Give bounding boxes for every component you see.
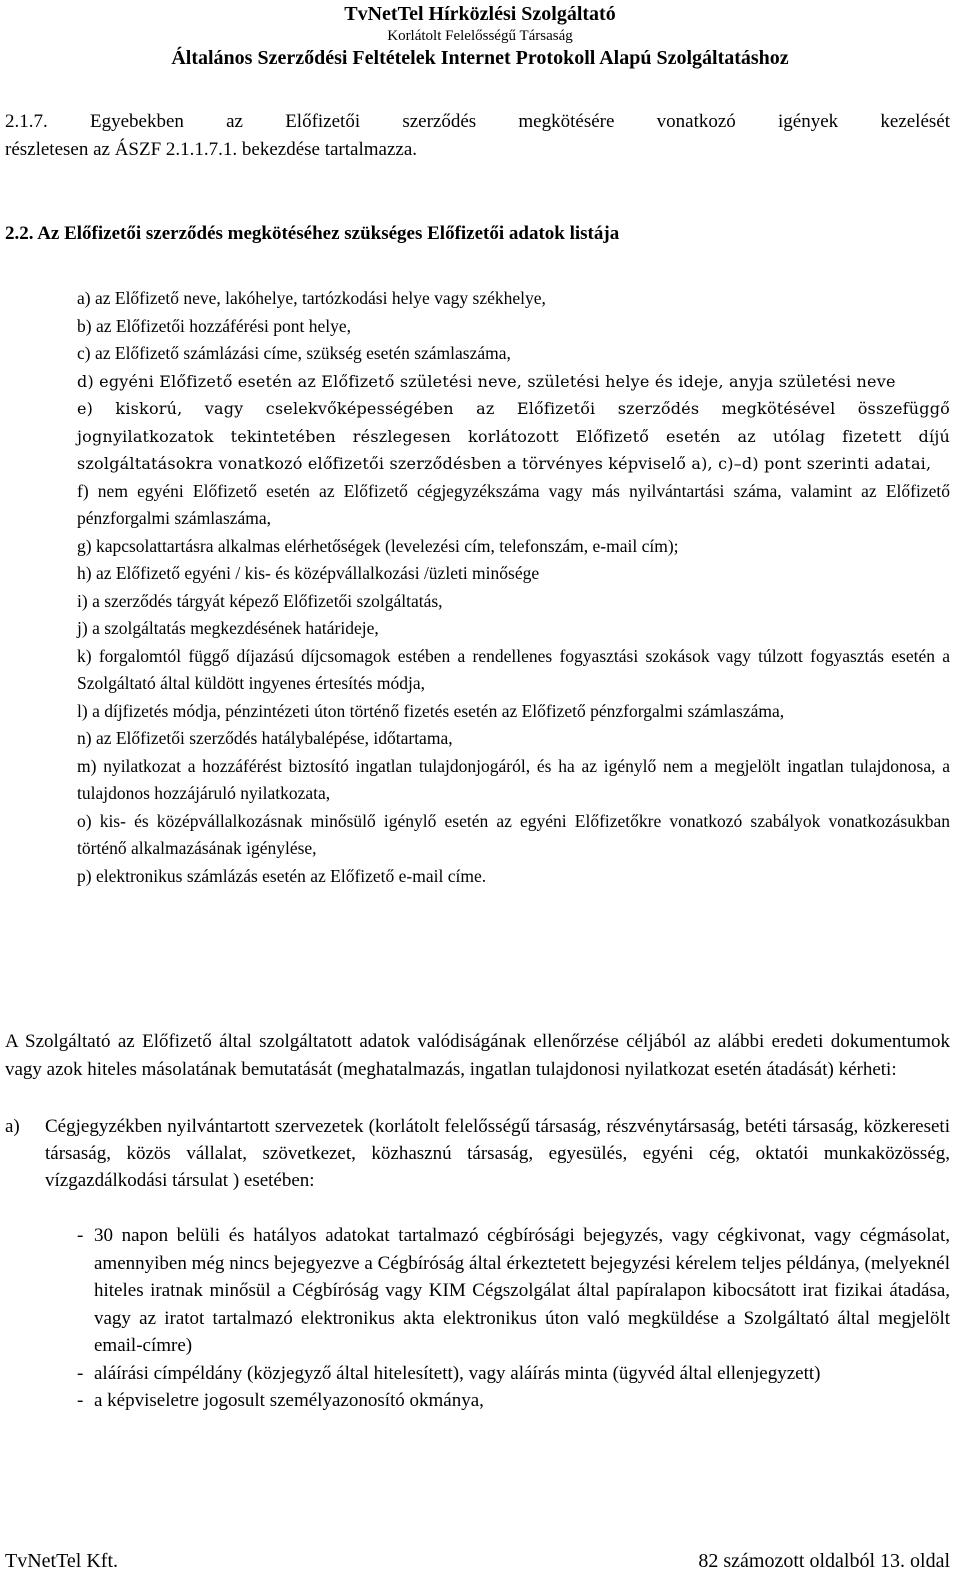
dash-marker: -: [77, 1225, 84, 1246]
list-item: [77, 1360, 950, 1388]
list-item: m) nyilatkozat a hozzáférést biztosító ingatlan tulajdonjogáról, és ha az igénylő nem a megjelölt ingatlan tulajdonosa, a tulajdonos hozzájáruló nyilatkozata,: [77, 755, 950, 803]
list-item-text: a képviseletre jogosult személyazonosító okmánya,: [94, 1390, 484, 1411]
list-item: n) az Előfizetői szerződés hatálybalépése, időtartama,: [77, 728, 453, 748]
list-item: f) nem egyéni Előfizető esetén az Előfizető cégjegyzékszáma vagy más nyilvántartási száma, valamint az Előfizető pénzforgalmi számlaszáma,: [77, 480, 950, 528]
list-item: c) az Előfizető számlázási címe, szükség esetén számlaszáma,: [77, 343, 511, 363]
document-title: Általános Szerződési Feltételek Internet Protokoll Alapú Szolgáltatáshoz: [171, 47, 789, 69]
paragraph-2-1-7-line2: részletesen az ÁSZF 2.1.1.7.1. bekezdése tartalmazza.: [5, 139, 418, 160]
dash-marker: -: [77, 1390, 84, 1411]
list-item: l) a díjfizetés módja, pénzintézeti úton történő fizetés esetén az Előfizető pénzforgalmi számlaszáma,: [77, 700, 785, 721]
item-marker: a): [5, 1116, 20, 1137]
list-item: g) kapcsolattartásra alkalmas elérhetőségek (levelezési cím, telefonszám, e-mail cím);: [77, 535, 679, 556]
footer-page-number: 82 számozott oldalból 13. oldal: [698, 1550, 950, 1572]
verification-item-a: [5, 1113, 950, 1194]
dash-marker: -: [77, 1362, 84, 1384]
list-item: e) kiskorú, vagy cselekvőképességében az Előfizetői szerződés megkötésével összefüggő jognyilatkozatok tekintetében részlegesen korlátozott Előfizető esetén az utólag fizetett díjú szolgáltatásokra vonatkozó előfizetői szerződésben a törvényes képviselő a), c)–d) pont szerinti adatai,: [77, 399, 950, 473]
list-item-text: 30 napon belüli és hatályos adatokat tartalmazó cégbírósági bejegyzés, vagy cégkivonat, vagy cégmásolat, amennyiben még nincs bejegyezve a Cégbíróság által érkeztetett bejegyzési kérelem teljes példánya, (melyeknél hiteles iratnak minősül a Cégbíróság vagy KIM Cégszolgálat által papíralapon kibocsátott irat fizikai átadása, vagy az iratot tartalmazó elektronikus akta elektronikus úton való megküldése a Szolgáltató által megjelölt email-címre): [94, 1225, 950, 1356]
company-name: TvNetTel Hírközlési Szolgáltató: [344, 3, 616, 25]
footer-company: TvNetTel Kft.: [5, 1550, 119, 1572]
list-item: [77, 1387, 950, 1415]
list-item: i) a szerződés tárgyát képező Előfizetői szolgáltatás,: [77, 590, 443, 611]
list-item: h) az Előfizető egyéni / kis- és középvállalkozási /üzleti minősége: [77, 563, 540, 583]
list-item: b) az Előfizetői hozzáférési pont helye,: [77, 315, 352, 336]
verification-intro: A Szolgáltató az Előfizető által szolgáltatott adatok valódiságának ellenőrzése céljából az alábbi eredeti dokumentumok vagy azok hiteles másolatának bemutatását (meghatalmazás, ingatlan tulajdonosi nyilatkozat esetén átadását) kérheti:: [5, 1031, 950, 1080]
subscriber-data-list: [77, 285, 950, 890]
verification-item-a-text: Cégjegyzékben nyilvántartott szervezetek (korlátolt felelősségű társaság, részvénytársaság, betéti társaság, közkereseti társaság, közös vállalat, szövetkezet, közhasznú társaság, egyesülés, egyéni cég, oktatói munkaközösség, vízgazdálkodási társulat ) esetében:: [45, 1116, 950, 1191]
company-form: Korlátolt Felelősségű Társaság: [387, 28, 573, 44]
list-item: k) forgalomtól függő díjazású díjcsomagok estében a rendellenes fogyasztási szokások vagy túlzott fogyasztás esetén a Szolgáltató által küldött ingyenes értesítés módja,: [77, 645, 950, 693]
list-item: a) az Előfizető neve, lakóhelye, tartózkodási helye vagy székhelye,: [77, 288, 546, 308]
page-header: [0, 2, 960, 71]
list-item: d) egyéni Előfizető esetén az Előfizető születési neve, születési helye és ideje, anyja születési neve: [77, 371, 896, 391]
list-item: j) a szolgáltatás megkezdésének határideje,: [77, 618, 379, 638]
required-documents-list: [77, 1222, 950, 1415]
list-item: [77, 1222, 950, 1360]
list-item-text: aláírási címpéldány (közjegyző által hitelesített), vagy aláírás minta (ügyvéd által ellenjegyzett): [94, 1362, 821, 1384]
list-item: o) kis- és középvállalkozásnak minősülő igénylő esetén az egyéni Előfizetőkre vonatkozó szabályok vonatkozásukban történő alkalmazásának igénylése,: [77, 810, 950, 858]
section-title-2-2: 2.2. Az Előfizetői szerződés megkötéséhez szükséges Előfizetői adatok listája: [5, 223, 620, 244]
paragraph-2-1-7-line1: 2.1.7. Egyebekben az Előfizetői szerződés megkötésére vonatkozó igények kezelését: [5, 111, 950, 132]
list-item: p) elektronikus számlázás esetén az Előfizető e-mail címe.: [77, 865, 487, 886]
